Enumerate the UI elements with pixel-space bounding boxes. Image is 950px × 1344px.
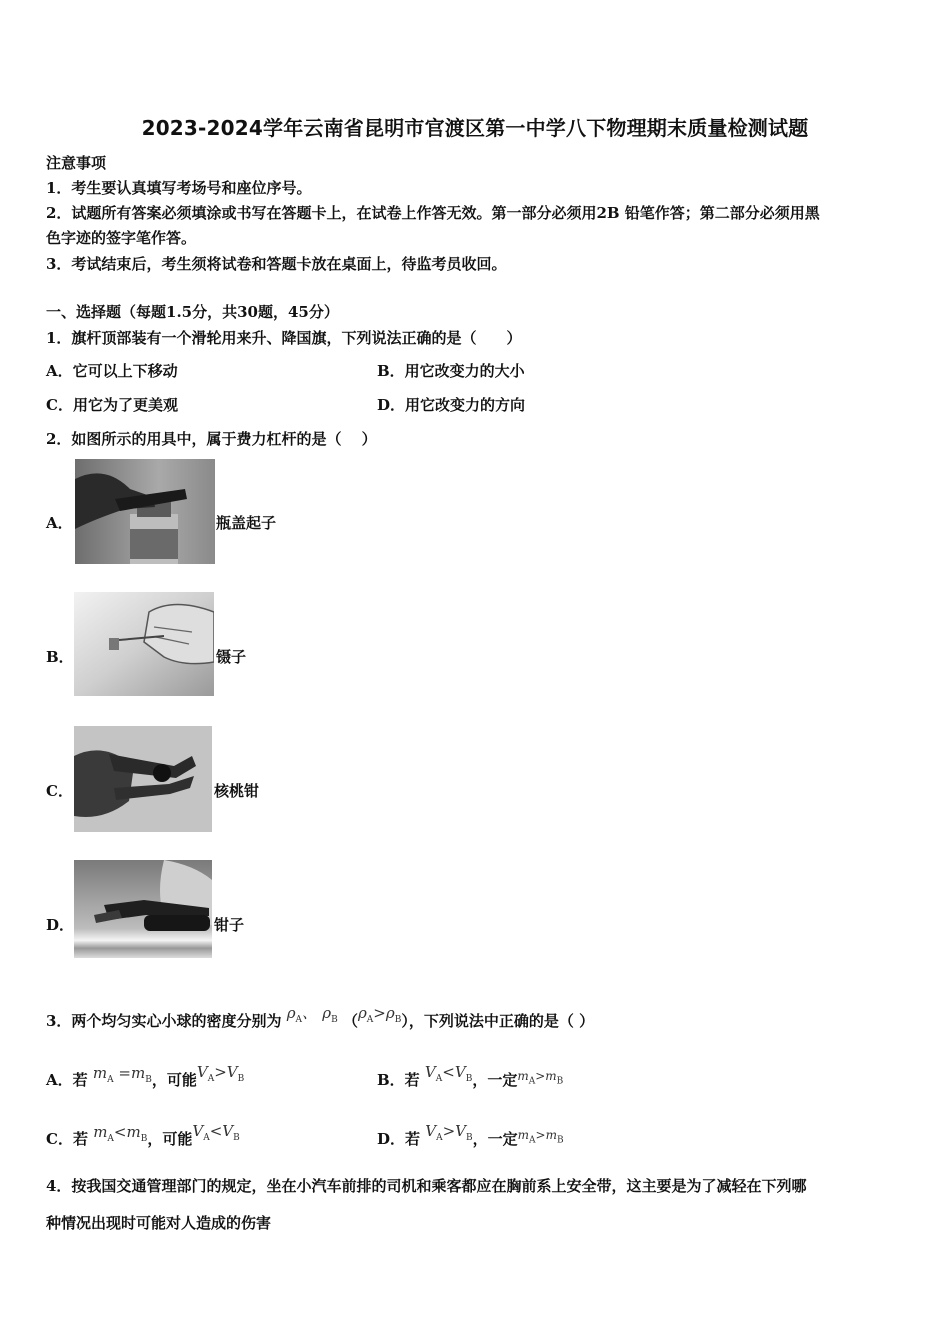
q2-option-d-letter: D．	[46, 916, 75, 934]
q3-option-d: D．若 $V_A>V_B$，一定$^{m_A>m_B}$	[377, 1122, 564, 1148]
q2-option-b-text: 镊子	[216, 648, 247, 666]
q2-option-a-text: 瓶盖起子	[216, 514, 277, 532]
q3-stem	[46, 1004, 595, 1033]
q1-option-b: B．用它改变力的大小	[377, 362, 525, 380]
q4-stem-line2: 种情况出现时可能对人造成的伤害	[46, 1214, 272, 1232]
q2-option-b-letter: B．	[46, 648, 74, 666]
q3-c-condition: $m_A<m_B$	[93, 1123, 148, 1144]
notice-item-3: 3．考试结束后，考生须将试卷和答题卡放在桌面上，待监考员收回。	[46, 255, 507, 273]
page-title: 2023-2024学年云南省昆明市官渡区第一中学八下物理期末质量检测试题	[141, 116, 809, 140]
q3-option-a: A．若 $m_A =m_B$，可能$V_A>V_B$	[46, 1063, 245, 1089]
q3-separator: 、	[302, 1004, 318, 1022]
notice-item-1: 1．考生要认真填写考场号和座位序号。	[46, 179, 312, 197]
q3-d-result: mA>mB	[517, 1128, 564, 1146]
bottle-opener-image	[75, 459, 215, 564]
q3-a-result: $V_A>V_B$	[196, 1063, 245, 1084]
notice-item-2: 2．试题所有答案必须填涂或书写在答题卡上，在试卷上作答无效。第一部分必须用2B 铅笔作答；第二部分必须用黑	[46, 204, 820, 222]
q1-option-a: A．它可以上下移动	[46, 362, 178, 380]
pliers-image	[74, 860, 212, 958]
q3-stem-post: ，下列说法中正确的是（ ）	[408, 1012, 595, 1030]
q4-stem-line1: 4．按我国交通管理部门的规定，坐在小汽车前排的司机和乘客都应在胸前系上安全带，这主要是为了减轻在下列哪	[46, 1177, 807, 1195]
q3-d-condition: $V_A>V_B$	[425, 1122, 473, 1143]
nutcracker-image	[74, 726, 212, 832]
tweezers-image	[74, 592, 214, 696]
q2-option-a-letter: A．	[46, 514, 73, 532]
q2-option-c-letter: C．	[46, 782, 73, 800]
q1-option-d: D．用它改变力的方向	[377, 396, 526, 414]
q3-stem-pre: 3．两个均匀实心小球的密度分别为	[46, 1012, 282, 1030]
q1-option-c: C．用它为了更美观	[46, 396, 178, 414]
q3-option-c: C．若 $m_A<m_B$，可能$V_A<V_B$	[46, 1122, 240, 1148]
q2-option-d-text: 钳子	[214, 916, 245, 934]
q2-option-c-text: 核桃钳	[214, 782, 260, 800]
q3-b-result: mA>mB	[517, 1069, 564, 1087]
rho-a-symbol: $\rho_A$	[286, 1004, 303, 1025]
q3-option-b: B．若 $V_A<V_B$，一定$^{m_A>m_B}$	[377, 1063, 564, 1089]
rho-b-symbol: $\rho_B$	[322, 1004, 338, 1025]
notice-item-2-cont: 色字迹的签字笔作答。	[46, 229, 197, 247]
q3-a-condition: $m_A =m_B$	[92, 1064, 152, 1085]
q2-stem: 2．如图所示的用具中，属于费力杠杆的是（ ）	[46, 430, 377, 448]
q3-paren-open: （	[342, 1012, 358, 1030]
rho-relation: $\rho_A>\rho_B$	[357, 1004, 402, 1025]
notice-heading: 注意事项	[46, 154, 107, 172]
q3-c-result: $V_A<V_B$	[192, 1122, 240, 1143]
q3-paren-close: ）	[401, 1012, 409, 1030]
section-heading: 一、选择题（每题1.5分，共30题，45分）	[46, 303, 339, 321]
q1-stem: 1．旗杆顶部装有一个滑轮用来升、降国旗，下列说法正确的是（ ）	[46, 329, 522, 347]
q3-b-condition: $V_A<V_B$	[424, 1063, 473, 1084]
